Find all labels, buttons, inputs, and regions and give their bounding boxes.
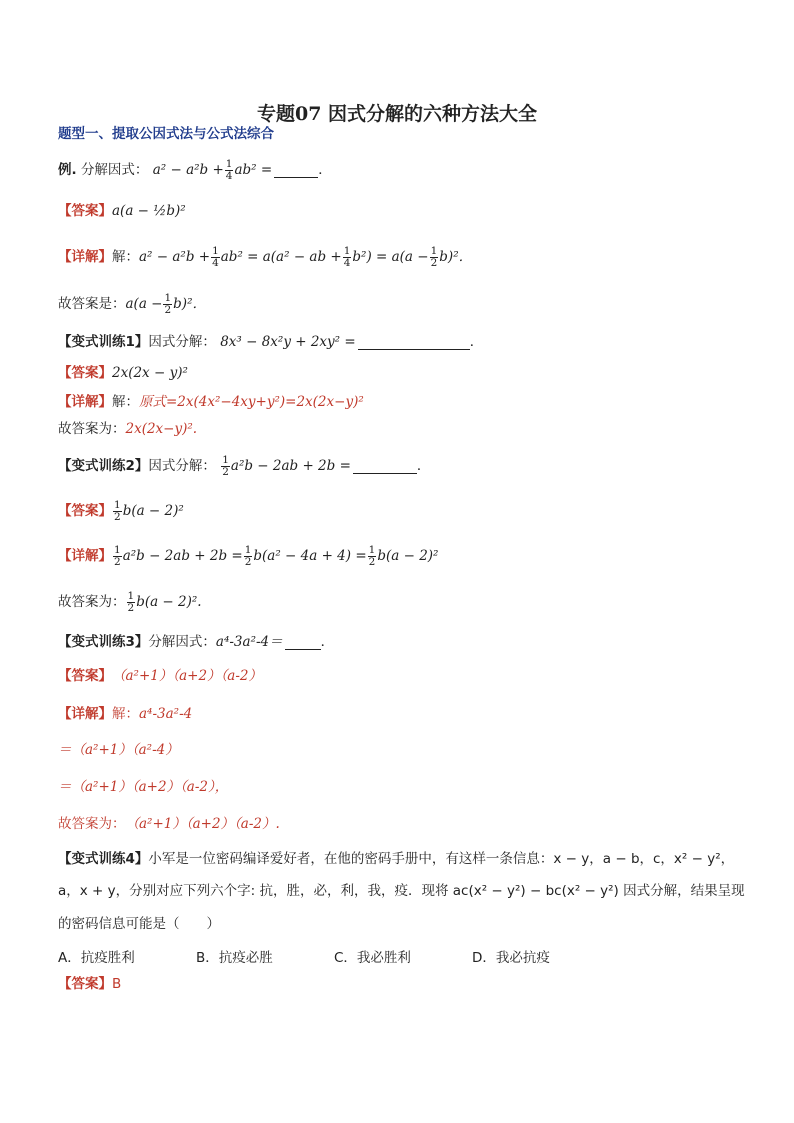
answer-blank: [358, 335, 470, 350]
example-final: 故答案是： a(a − $\frac{1}{2}$ b)²．: [58, 291, 206, 316]
variant4-question-line1: 【变式训练4】 小军是一位密码编译爱好者，在他的密码手册中，有这样一条信息：x − y，a − b，c，x² − y²，: [58, 851, 735, 867]
variant4-question-line3: 的密码信息可能是（ ）: [58, 916, 220, 932]
example-fraction: $\frac{1}{4}$: [225, 157, 233, 182]
example-answer-value: a(a − ½b)²: [112, 203, 186, 219]
answer-blank: [274, 163, 318, 178]
option-d[interactable]: D．我必抗疫: [472, 950, 550, 966]
section-heading: 题型一、提取公因式法与公式法综合: [58, 126, 274, 142]
detail-tag: 【详解】: [58, 249, 112, 265]
variant4-answer: 【答案】 B: [58, 976, 122, 992]
option-c[interactable]: C．我必胜利: [334, 950, 411, 966]
example-question: 例. 分解因式： a² − a²b + $\frac{1}{4}$ ab² = ．: [58, 157, 332, 182]
variant1-answer: 【答案】 2x(2x − y)²: [58, 365, 188, 381]
example-expr-tail: ab² =: [234, 162, 273, 178]
example-expr-part: a² − a²b +: [152, 162, 224, 178]
variant2-question: 【变式训练2】 因式分解： $\frac{1}{2}$ a²b − 2ab + 2b = ．: [58, 453, 431, 478]
option-a[interactable]: A．抗疫胜利: [58, 950, 135, 966]
page-title: 专题07 因式分解的六种方法大全: [256, 103, 538, 125]
answer-blank: [285, 635, 321, 650]
example-detail: 【详解】 解： a² − a²b + $\frac{1}{4}$ ab² = a(a² − ab + $\frac{1}{4}$ b²) = a(a − $\frac{1}{2}$ b)²．: [58, 244, 473, 269]
variant3-question: 【变式训练3】 分解因式： a⁴-3a²-4＝ ．: [58, 634, 335, 650]
variant3-step3: ＝（a²+1）（a+2）（a-2），: [58, 779, 229, 795]
variant4-question-line2: a，x + y，分别对应下列六个字: 抗，胜，必，利，我，疫．现将 ac(x² − y²) − bc(x² − y²) 因式分解，结果呈现: [58, 883, 745, 899]
variant2-detail: 【详解】 $\frac{1}{2}$ a²b − 2ab + 2b = $\frac{1}{2}$ b(a² − 4a + 4) = $\frac{1}{2}$ b(a − 2)²: [58, 543, 439, 568]
variant1-final: 故答案为： 2x(2x−y)².: [58, 421, 198, 437]
variant1-question: 【变式训练1】 因式分解： 8x³ − 8x²y + 2xy² = ．: [58, 334, 484, 350]
variant3-step2: ＝（a²+1）（a²-4）: [58, 742, 179, 758]
option-b[interactable]: B．抗疫必胜: [196, 950, 273, 966]
example-prompt: 分解因式：: [80, 162, 149, 178]
example-label: 例.: [58, 162, 77, 178]
variant3-answer: 【答案】 （a²+1）（a+2）（a-2）: [58, 668, 263, 684]
variant3-final: 故答案为： （a²+1）（a+2）（a-2）.: [58, 816, 280, 832]
answer-tag: 【答案】: [58, 203, 112, 219]
variant3-detail: 【详解】 解： a⁴-3a²-4: [58, 706, 193, 722]
variant1-detail: 【详解】 解： 原式=2x(4x²−4xy+y²)=2x(2x−y)²: [58, 394, 364, 410]
variant4-options: [58, 947, 610, 969]
variant2-answer: 【答案】 $\frac{1}{2}$ b(a − 2)²: [58, 498, 184, 523]
example-answer: [58, 200, 186, 222]
answer-blank: [353, 459, 417, 474]
variant2-final: 故答案为： $\frac{1}{2}$ b(a − 2)².: [58, 589, 202, 614]
